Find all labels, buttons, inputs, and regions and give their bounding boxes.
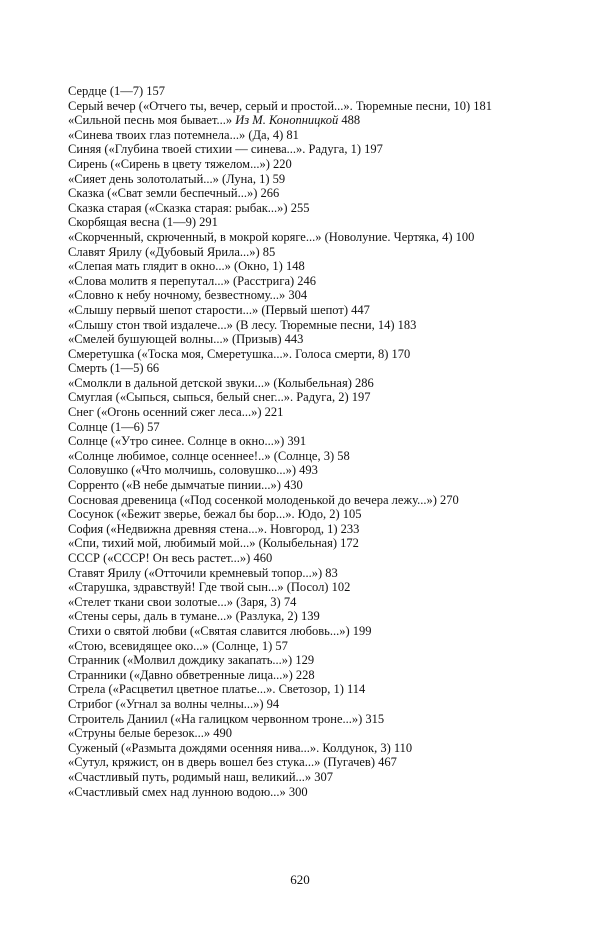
index-entry: Суженый («Размыта дождями осенняя нива...». Колдунок, 3) 110 [68,740,413,755]
index-entry: «Стелет ткани свои золотые...» (Заря, 3) 74 [68,594,297,609]
index-entry: Смерть (1—5) 66 [68,361,160,376]
index-entry: Сосновая древеница («Под сосенкой молоденькой до вечера лежу...») 270 [68,492,459,507]
index-entry: Смуглая («Сыпься, сыпься, белый снег...». Радуга, 2) 197 [68,390,371,405]
index-list [68,84,538,799]
entry-source-italic: Из М. Конопницкой [235,113,339,128]
index-entry: Странники («Давно обветренные лица...») 228 [68,667,315,682]
index-entry: Синяя («Глубина твоей стихии — синева...». Радуга, 1) 197 [68,142,383,157]
index-entry: Ставят Ярилу («Отточили кремневый топор...») 83 [68,565,338,580]
index-entry: «Счастливый смех над лунною водою...» 300 [68,784,308,799]
index-entry: «Стены серы, даль в тумане...» (Разлука, 2) 139 [68,609,320,624]
index-entry: Стихи о святой любви («Святая славится любовь...») 199 [68,623,372,638]
index-entry [68,113,538,128]
index-entry: Солнце (1—6) 57 [68,419,160,434]
index-entry: Солнце («Утро синее. Солнце в окно...») 391 [68,434,307,449]
entry-page: 488 [338,113,361,128]
index-entry: «Смолкли в дальной детской звуки...» (Колыбельная) 286 [68,375,374,390]
index-entry: «Словно к небу ночному, безвестному...» 304 [68,288,308,303]
index-entry: «Слышу стон твой издалече...» (В лесу. Тюремные песни, 14) 183 [68,317,417,332]
index-entry: «Струны белые березок...» 490 [68,726,233,741]
index-entry: Сорренто («В небе дымчатые пинии...») 430 [68,478,303,493]
entry-text: «Сильной песнь моя бывает...» [68,113,236,128]
index-entry: Сосунок («Бежит зверье, бежал бы бор...». Юдо, 2) 105 [68,507,362,522]
index-entry: «Слова молитв я перепутал...» (Расстрига) 246 [68,273,317,288]
index-entry: Сказка («Сват земли беспечный...») 266 [68,186,280,201]
index-entry: «Старушка, здравствуй! Где твой сын...» (Посол) 102 [68,580,351,595]
index-entry: Стрела («Расцветил цветное платье...». Светозор, 1) 114 [68,682,366,697]
index-entry: «Синева твоих глаз потемнела...» (Да, 4) 81 [68,127,299,142]
index-entry: «Сияет день золотолатый...» (Луна, 1) 59 [68,171,286,186]
index-entry: Стрибог («Угнал за волны челны...») 94 [68,696,280,711]
index-entry: «Солнце любимое, солнце осеннее!..» (Солнце, 3) 58 [68,448,350,463]
index-entry: «Счастливый путь, родимый наш, великий...» 307 [68,769,334,784]
index-entry: «Слепая мать глядит в окно...» (Окно, 1) 148 [68,259,305,274]
index-entry: София («Недвижна древняя стена...». Новгород, 1) 233 [68,521,360,536]
index-entry: «Слышу первый шепот старости...» (Первый шепот) 447 [68,302,370,317]
index-entry: Сирень («Сирень в цвету тяжелом...») 220 [68,156,292,171]
index-entry: «Стою, всевидящее око...» (Солнце, 1) 57 [68,638,288,653]
index-entry: Сказка старая («Сказка старая: рыбак...») 255 [68,200,310,215]
index-entry: СССР («СССР! Он весь растет...») 460 [68,551,273,565]
index-entry: Соловушко («Что молчишь, соловушко...») 493 [68,463,318,478]
index-entry: Сердце (1—7) 157 [68,84,166,98]
index-entry: «Скорченный, скрюченный, в мокрой коряге...» (Новолуние. Чертяка, 4) 100 [68,229,475,244]
index-entry: «Сутул, кряжист, он в дверь вошел без стука...» (Пугачев) 467 [68,755,397,770]
index-entry: Скорбящая весна (1—9) 291 [68,215,218,230]
index-entry: «Смелей бушующей волны...» (Призыв) 443 [68,332,304,347]
index-entry: «Спи, тихий мой, любимый мой...» (Колыбельная) 172 [68,536,359,551]
page-number: 620 [290,872,310,887]
index-entry: Странник («Молвил дождику закапать...») 129 [68,653,315,668]
index-entry: Снег («Огонь осенний сжег леса...») 221 [68,405,284,420]
index-entry: Смеретушка («Тоска моя, Смеретушка...». Голоса смерти, 8) 170 [68,346,411,361]
index-entry: Славят Ярилу («Дубовый Ярила...») 85 [68,244,276,259]
index-entry: Серый вечер («Отчего ты, вечер, серый и простой...». Тюремные песни, 10) 181 [68,98,492,113]
index-entry: Строитель Даниил («На галицком червонном троне...») 315 [68,711,385,726]
